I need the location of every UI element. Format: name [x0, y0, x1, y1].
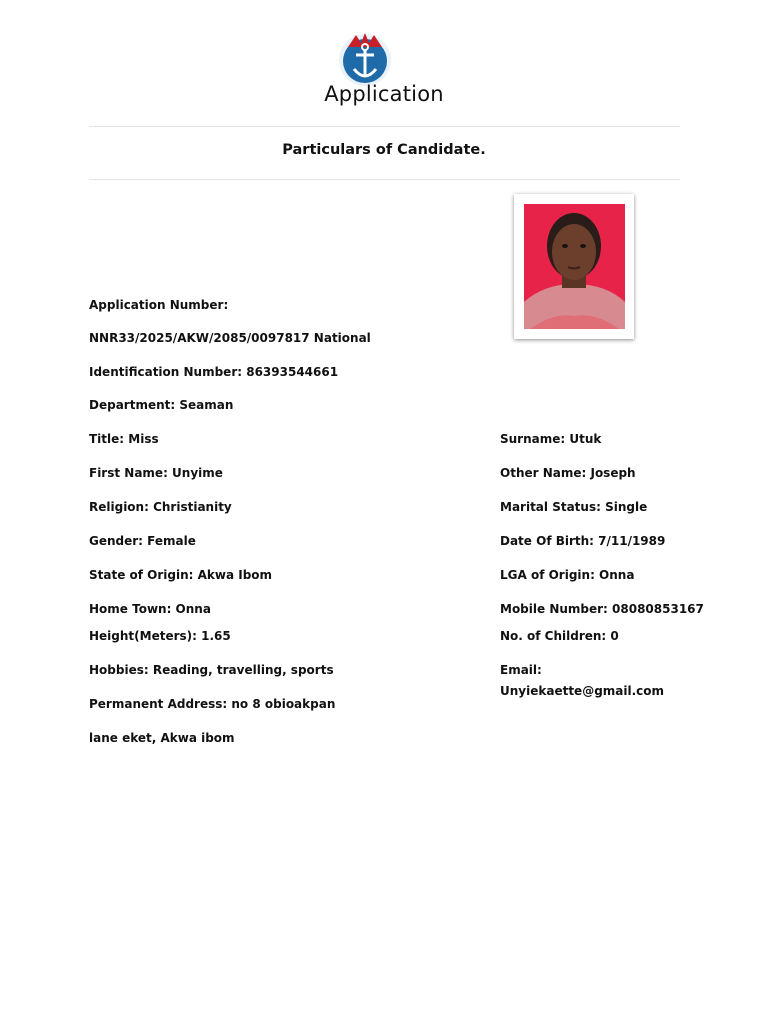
home-town: Home Town: Onna	[89, 602, 211, 616]
mobile-number: Mobile Number: 08080853167	[500, 602, 704, 616]
number-of-children: No. of Children: 0	[500, 629, 619, 643]
hobbies: Hobbies: Reading, travelling, sports	[89, 663, 334, 677]
logo-emblem-icon	[334, 27, 396, 89]
other-name: Other Name: Joseph	[500, 466, 636, 480]
department: Department: Seaman	[89, 398, 234, 412]
marital-status: Marital Status: Single	[500, 500, 648, 514]
application-number-label: Application Number:	[89, 298, 229, 312]
date-of-birth: Date Of Birth: 7/11/1989	[500, 534, 666, 548]
height: Height(Meters): 1.65	[89, 629, 231, 643]
permanent-address-continued: lane eket, Akwa ibom	[89, 731, 235, 745]
lga-of-origin: LGA of Origin: Onna	[500, 568, 635, 582]
divider-top	[89, 126, 680, 127]
page-title: Application	[324, 82, 444, 106]
email-value: Unyiekaette@gmail.com	[500, 684, 665, 698]
candidate-photo-frame	[514, 194, 634, 339]
gender: Gender: Female	[89, 534, 196, 548]
first-name: First Name: Unyime	[89, 466, 223, 480]
surname: Surname: Utuk	[500, 432, 602, 446]
candidate-photo	[524, 204, 625, 329]
divider-bottom	[89, 179, 680, 180]
email-label: Email:	[500, 663, 542, 677]
application-number-value: NNR33/2025/AKW/2085/0097817 National	[89, 331, 371, 345]
identification-number: Identification Number: 86393544661	[89, 365, 339, 379]
religion: Religion: Christianity	[89, 500, 232, 514]
permanent-address: Permanent Address: no 8 obioakpan	[89, 697, 336, 711]
state-of-origin: State of Origin: Akwa Ibom	[89, 568, 273, 582]
section-heading: Particulars of Candidate.	[282, 142, 486, 158]
title-field: Title: Miss	[89, 432, 159, 446]
